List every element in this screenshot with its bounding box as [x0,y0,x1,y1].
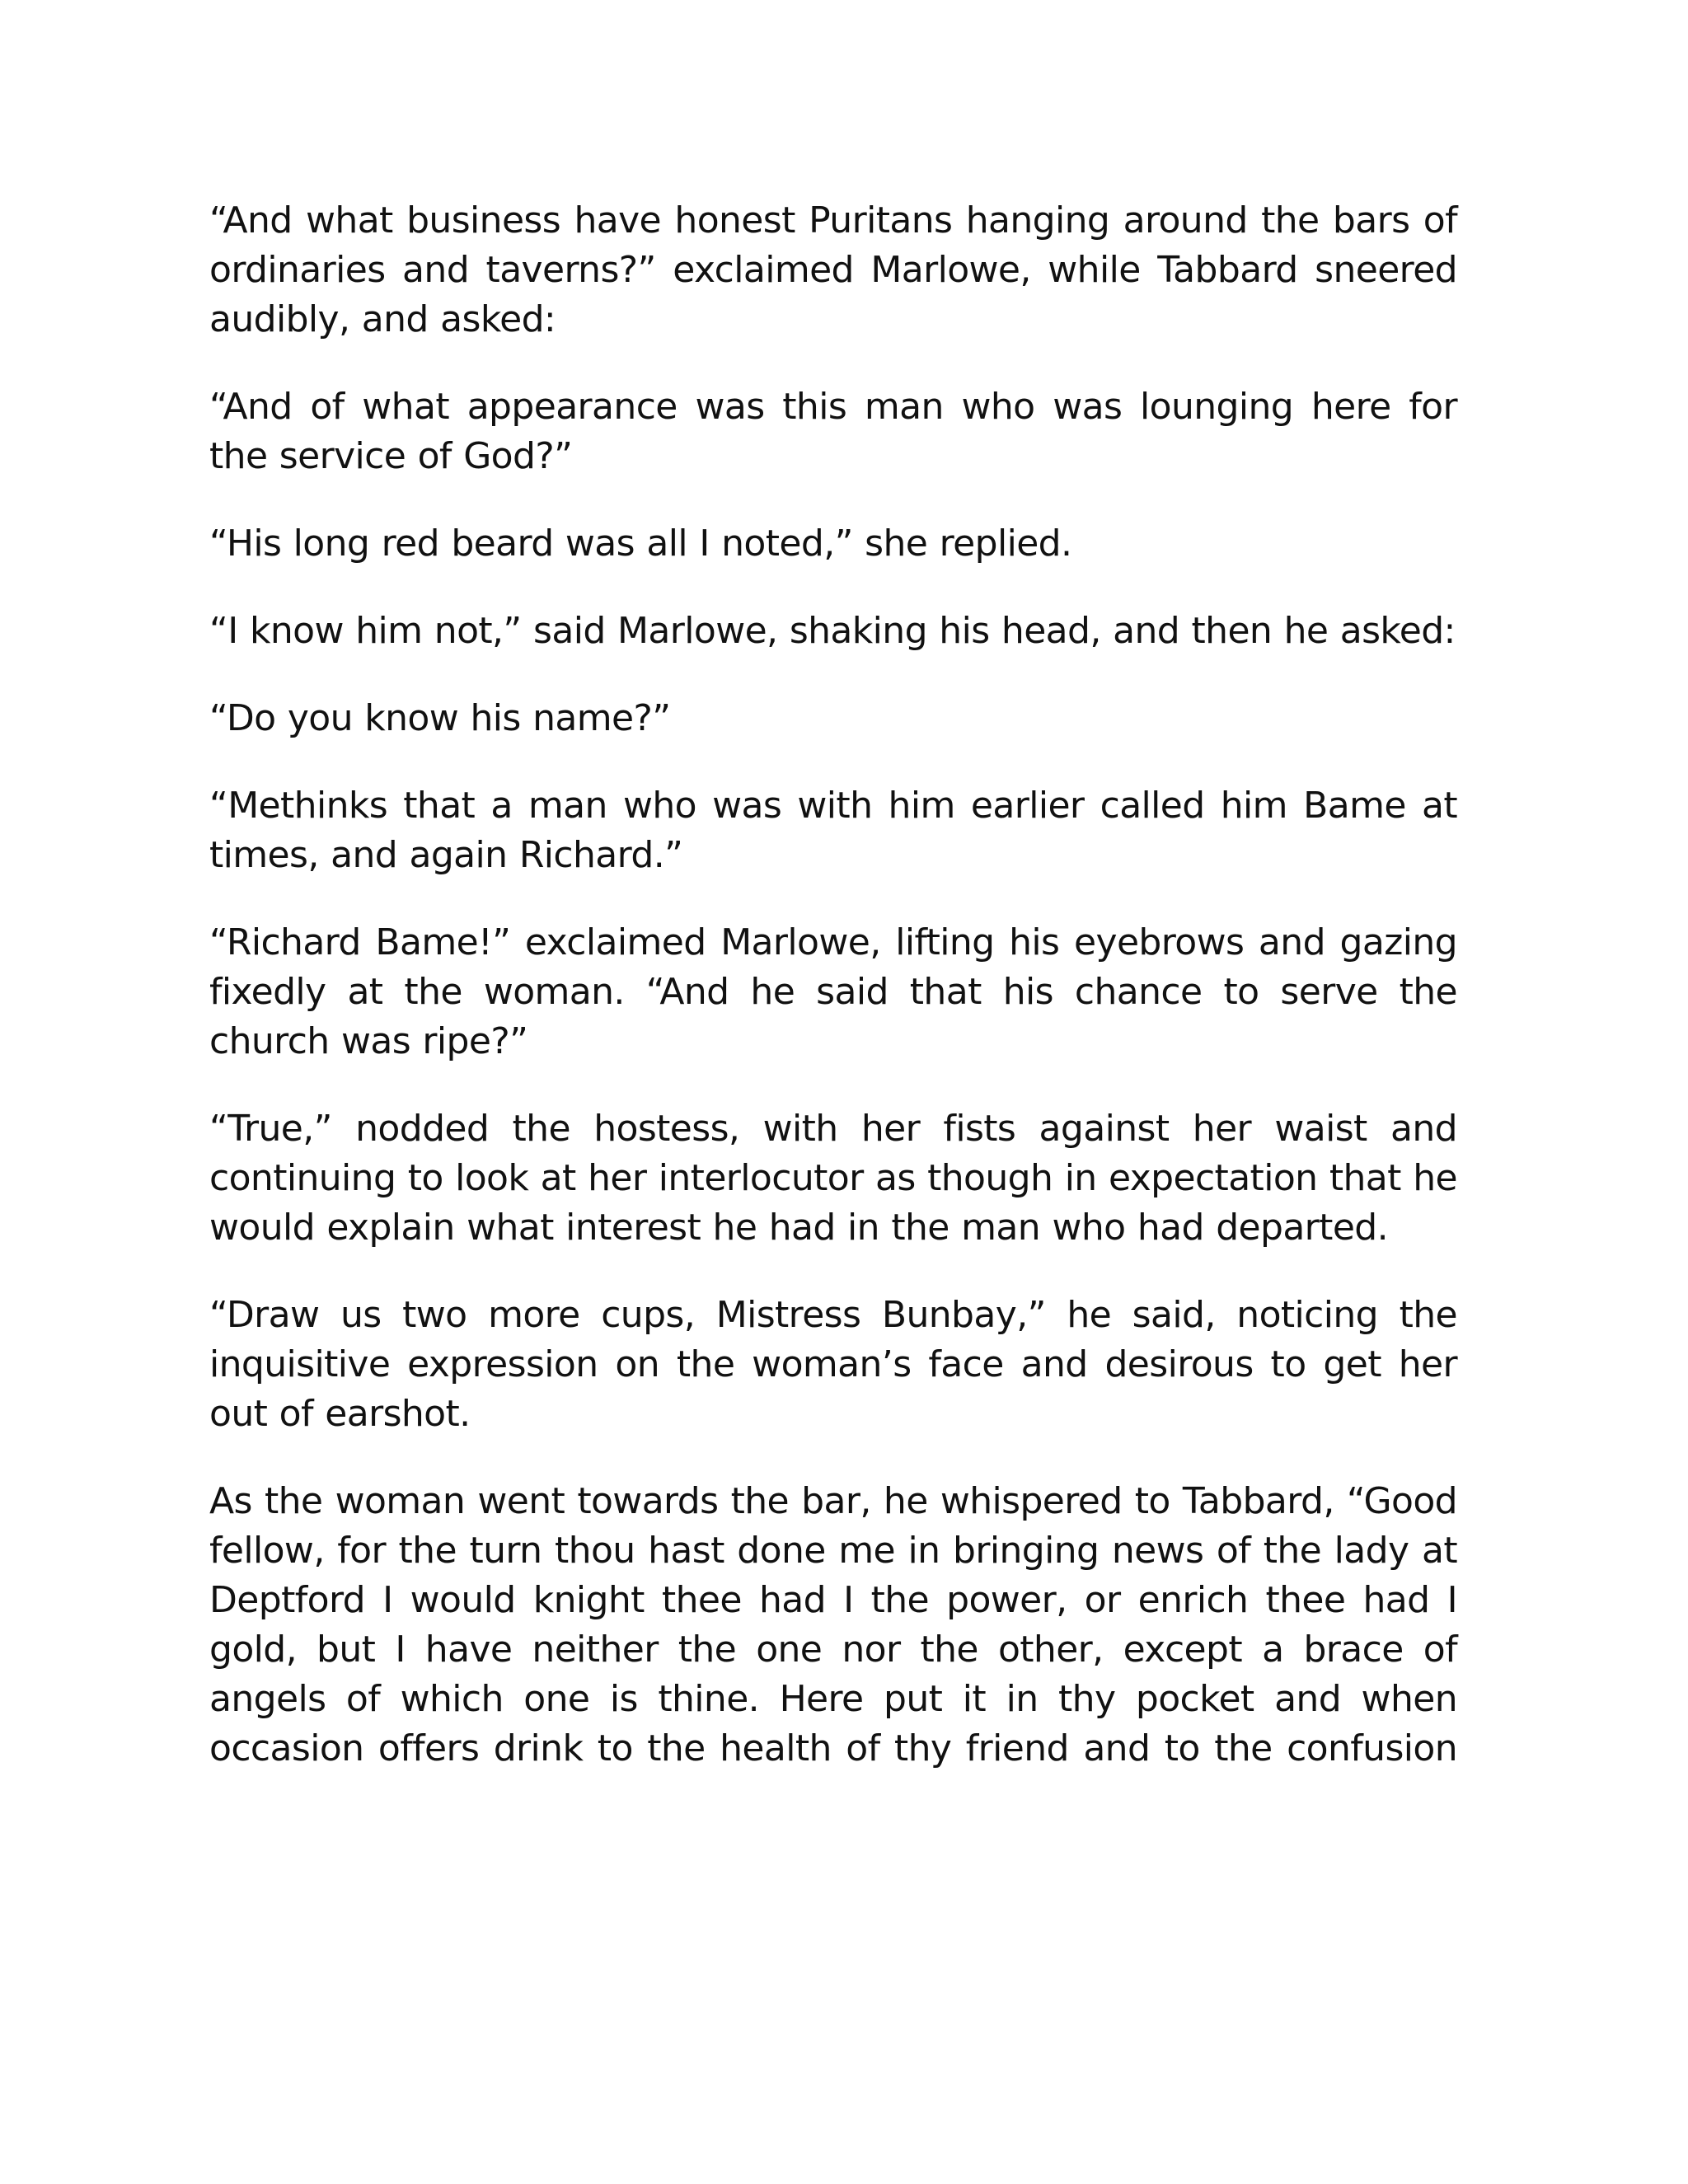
paragraph-4: “I know him not,” said Marlowe, shaking his head, and then he asked: [209,610,1456,652]
paragraph-2: “And of what appearance was this man who was lounging here for the service of God?” [209,386,1457,477]
paragraph-6: “Methinks that a man who was with him earlier called him Bame at times, and again Richard.” [209,785,1457,876]
paragraph-7: “Richard Bame!” exclaimed Marlowe, lifting his eyebrows and gazing fixedly at the woman. “And he said that his chance to serve the church was ripe?” [209,921,1457,1062]
paragraph-9: “Draw us two more cups, Mistress Bunbay,” he said, noticing the inquisitive expression on the woman’s face and desirous to get her out of earshot. [209,1294,1457,1435]
paragraph-1: “And what business have honest Puritans hanging around the bars of ordinaries and taverns?” exclaimed Marlowe, while Tabbard sneered audibly, and asked: [209,199,1457,340]
text-body [209,196,1457,1774]
paragraph-8: “True,” nodded the hostess, with her fists against her waist and continuing to look at her interlocutor as though in expectation that he would explain what interest he had in the man who had departed. [209,1108,1457,1249]
paragraph-3: “His long red beard was all I noted,” she replied. [209,523,1072,565]
paragraph-5: “Do you know his name?” [209,697,671,739]
paragraph-10: As the woman went towards the bar, he whispered to Tabbard, “Good fellow, for the turn thou hast done me in bringing news of the lady at Deptford I would knight thee had I the power, or enrich thee had I gold, but I have neither the one nor the other, except a brace of angels of which one is thine. Here put it in thy pocket and when occasion offers drink to the health of thy friend and to the confusion [209,1480,1457,1769]
